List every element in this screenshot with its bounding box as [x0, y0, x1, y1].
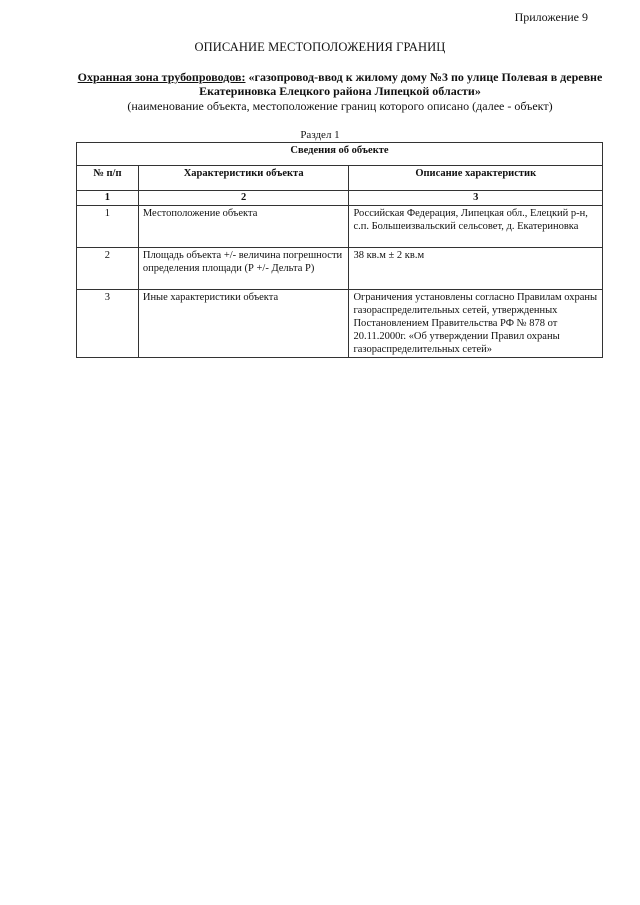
- table-caption-row: [77, 143, 603, 166]
- heading-label: Охранная зона трубопроводов:: [77, 70, 246, 84]
- object-info-table: [76, 142, 603, 358]
- row-characteristic: Иные характеристики объекта: [138, 290, 349, 358]
- header-number: № п/п: [77, 166, 139, 191]
- header-characteristics: Характеристики объекта: [138, 166, 349, 191]
- heading-object: «газопровод-ввод к жилому дому №3 по улице Полевая в деревне Екатериновка Елецкого района Липецкой области»: [199, 70, 603, 98]
- appendix-label: Приложение 9: [514, 10, 588, 24]
- section-label: Раздел 1: [300, 129, 340, 141]
- column-number: 3: [349, 191, 603, 206]
- table-row: [77, 290, 603, 358]
- row-number: 1: [77, 206, 139, 248]
- table-row: [77, 206, 603, 248]
- row-characteristic: Местоположение объекта: [138, 206, 349, 248]
- row-number: 2: [77, 248, 139, 290]
- column-number: 2: [138, 191, 349, 206]
- column-number: 1: [77, 191, 139, 206]
- object-subnote: (наименование объекта, местоположение границ которого описано (далее - объект): [127, 99, 553, 113]
- object-heading: [70, 70, 610, 98]
- row-description: Ограничения установлены согласно Правилам охраны газораспределительных сетей, утвержденных Постановлением Правительства РФ № 878 от 20.11.2000г. «Об утверждении Правил охраны газораспределительных сетей»: [349, 290, 603, 358]
- column-number-row: [77, 191, 603, 206]
- table-caption: Сведения об объекте: [77, 143, 603, 166]
- row-characteristic: Площадь объекта +/- величина погрешности определения площади (Р +/- Дельта Р): [138, 248, 349, 290]
- header-description: Описание характеристик: [349, 166, 603, 191]
- row-description: 38 кв.м ± 2 кв.м: [349, 248, 603, 290]
- row-description: Российская Федерация, Липецкая обл., Елецкий р-н, с.п. Большеизвальский сельсовет, д. Екатериновка: [349, 206, 603, 248]
- row-number: 3: [77, 290, 139, 358]
- document-title: ОПИСАНИЕ МЕСТОПОЛОЖЕНИЯ ГРАНИЦ: [194, 40, 446, 54]
- table-header-row: [77, 166, 603, 191]
- table-row: [77, 248, 603, 290]
